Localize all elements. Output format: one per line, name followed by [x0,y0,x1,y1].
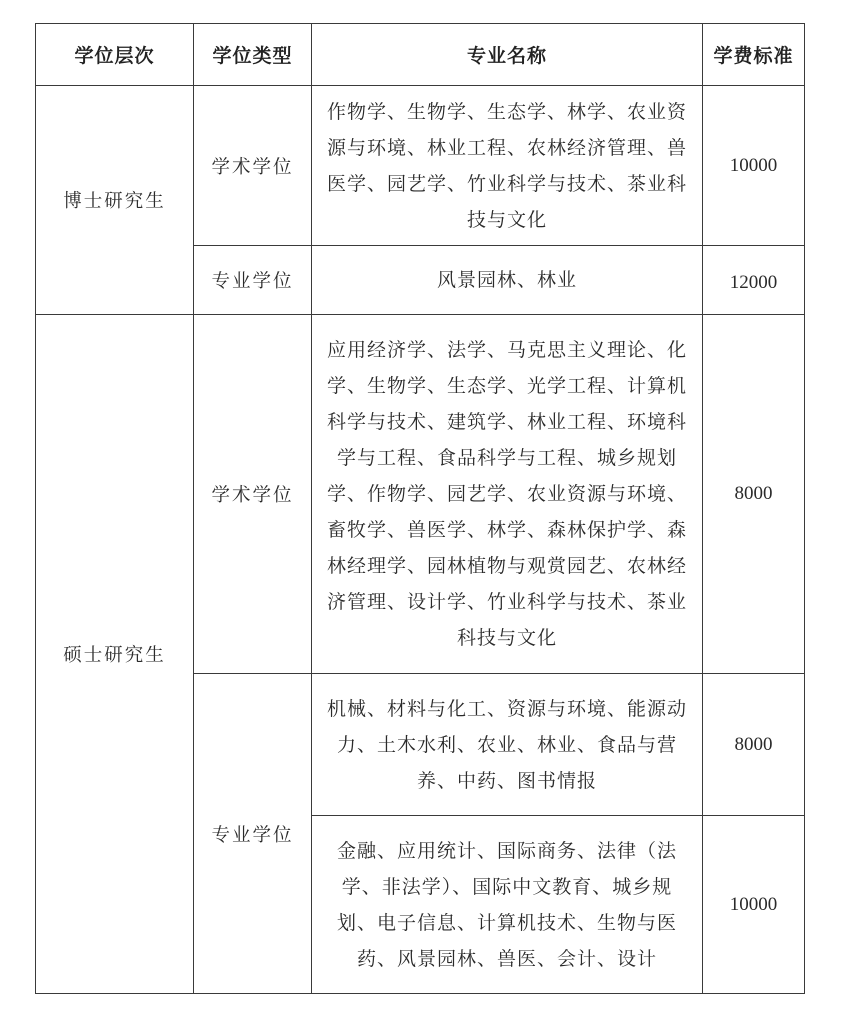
majors-doctoral-academic: 作物学、生物学、生态学、林学、农业资源与环境、林业工程、农林经济管理、兽医学、园艺学、竹业科学与技术、茶业科技与文化 [312,86,703,246]
majors-master-professional-group1: 机械、材料与化工、资源与环境、能源动力、土木水利、农业、林业、食品与营养、中药、图书情报 [312,674,703,816]
type-master-professional: 专业学位 [194,674,312,994]
type-doctoral-academic: 学术学位 [194,86,312,246]
header-major-name: 专业名称 [312,24,703,86]
type-doctoral-professional: 专业学位 [194,246,312,315]
majors-master-professional-group2: 金融、应用统计、国际商务、法律（法学、非法学）、国际中文教育、城乡规划、电子信息、计算机技术、生物与医药、风景园林、兽医、会计、设计 [312,816,703,994]
table-header-row [36,24,805,86]
header-degree-type: 学位类型 [194,24,312,86]
table-row [36,86,805,246]
tuition-table [35,23,805,994]
majors-master-academic: 应用经济学、法学、马克思主义理论、化学、生物学、生态学、光学工程、计算机科学与技术、建筑学、林业工程、环境科学与工程、食品科学与工程、城乡规划学、作物学、园艺学、农业资源与环境、畜牧学、兽医学、林学、森林保护学、森林经理学、园林植物与观赏园艺、农林经济管理、设计学、竹业科学与技术、茶业科技与文化 [312,315,703,674]
fee-doctoral-academic: 10000 [703,86,805,246]
header-degree-level: 学位层次 [36,24,194,86]
fee-master-professional-group2: 10000 [703,816,805,994]
type-master-academic: 学术学位 [194,315,312,674]
majors-doctoral-professional: 风景园林、林业 [312,246,703,315]
table-row [36,315,805,674]
fee-master-academic: 8000 [703,315,805,674]
level-doctoral: 博士研究生 [36,86,194,315]
header-tuition-fee: 学费标准 [703,24,805,86]
fee-master-professional-group1: 8000 [703,674,805,816]
level-master: 硕士研究生 [36,315,194,994]
fee-doctoral-professional: 12000 [703,246,805,315]
